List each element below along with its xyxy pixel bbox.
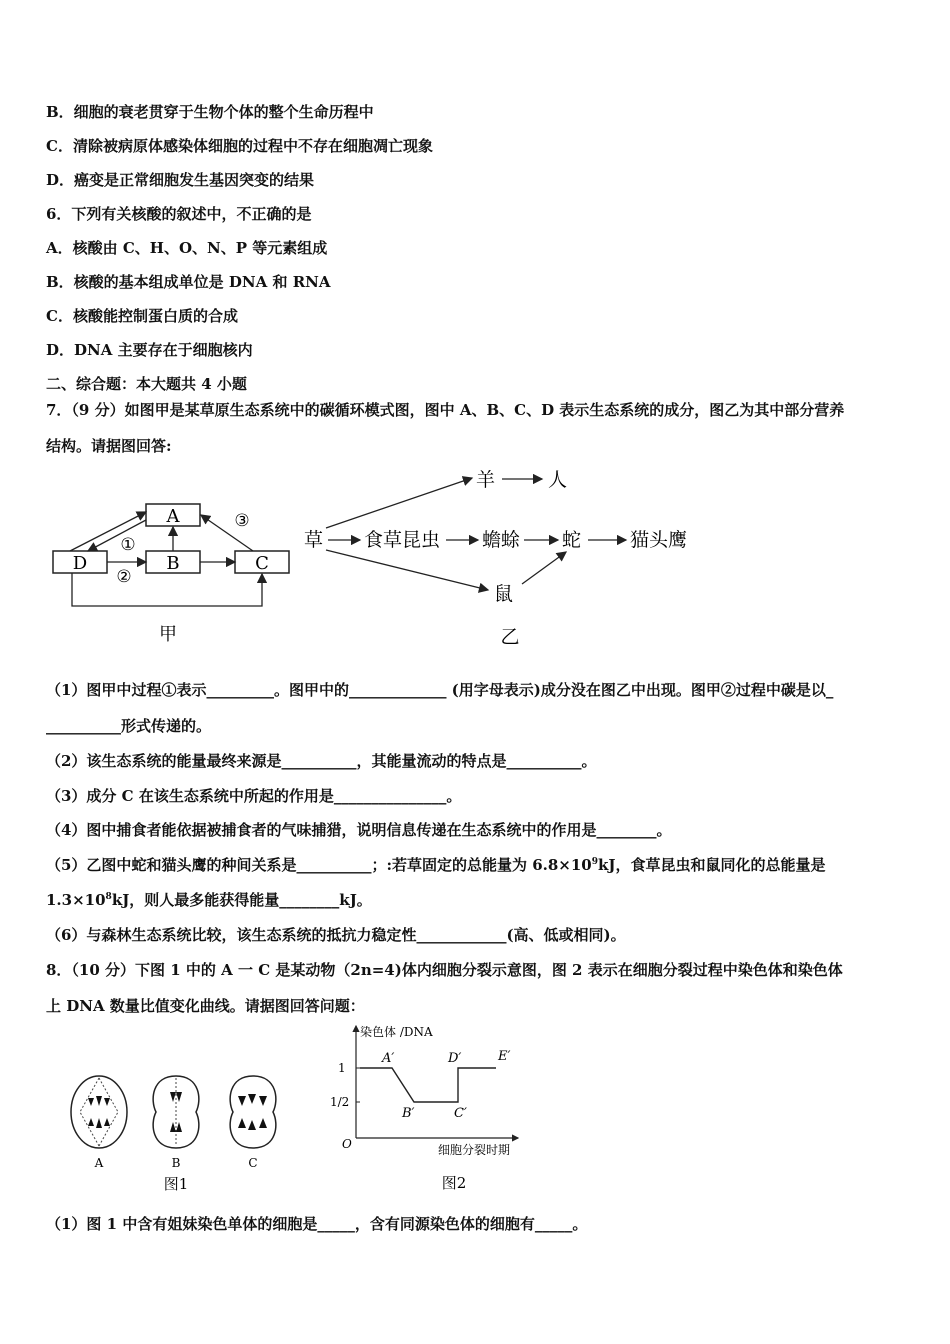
q6-stem: 6．下列有关核酸的叙述中，不正确的是 <box>46 205 312 223</box>
box-d-label: D <box>72 553 88 574</box>
q5-option-d: D．癌变是正常细胞发生基因突变的结果 <box>46 171 315 189</box>
q7-sub1-line1: （1）图甲中过程①表示_________。图甲中的_____________ (用字母表示)成分没在图乙中出现。图甲②过程中碳是以_ <box>46 681 834 699</box>
label-process-3: ③ <box>234 511 250 531</box>
ytick-half: 1/2 <box>330 1095 350 1109</box>
box-c-label: C <box>255 553 269 574</box>
node-toad: 蟾蜍 <box>482 529 521 551</box>
caption-yi: 乙 <box>500 626 520 648</box>
section-2-heading: 二、综合题：本大题共 4 小题 <box>46 375 247 393</box>
node-mouse: 鼠 <box>494 583 514 605</box>
q7-sub5-line1: （5）乙图中蛇和猫头鹰的种间关系是__________；:若草固定的总能量为 $6.8\times 10^9kJ$，食草昆虫和鼠同化的总能量是 <box>46 856 826 874</box>
q7-sub2: （2）该生态系统的能量最终来源是__________，其能量流动的特点是__________。 <box>46 752 597 770</box>
arrow-grass-mouse <box>326 550 488 590</box>
q7-sub4: （4）图中捕食者能依据被捕食者的气味捕猎，说明信息传递在生态系统中的作用是________。 <box>46 821 672 839</box>
arrow-d-to-c <box>72 573 262 606</box>
q8-stem-line1: 8．（10 分）下图 1 中的 A 一 C 是某动物（2n=4)体内细胞分裂示意图，图 2 表示在细胞分裂过程中染色体和染色体 <box>46 961 843 979</box>
figure-food-web <box>300 460 710 655</box>
point-b: B′ <box>402 1106 415 1121</box>
box-a-label: A <box>166 506 180 527</box>
cell-a <box>71 1076 127 1170</box>
q8-stem-line2: 上 DNA 数量比值变化曲线。请据图回答问题： <box>46 997 365 1015</box>
svg-text:C: C <box>248 1156 258 1170</box>
box-b-label: B <box>166 553 180 574</box>
node-insect: 食草昆虫 <box>364 529 441 551</box>
ratio-curve <box>360 1068 496 1102</box>
q7-sub3: （3）成分 C 在该生态系统中所起的作用是_______________。 <box>46 787 462 805</box>
q7-stem-line2: 结构。请据图回答: <box>46 437 172 455</box>
point-c: C′ <box>454 1106 467 1121</box>
cell-c <box>230 1076 276 1170</box>
point-a: A′ <box>382 1051 395 1066</box>
q8-sub1: （1）图 1 中含有姐妹染色单体的细胞是_____，含有同源染色体的细胞有_____。 <box>46 1215 588 1233</box>
caption-jia: 甲 <box>159 624 177 645</box>
origin-label: O <box>342 1137 352 1151</box>
label-process-1: ① <box>120 535 136 555</box>
node-owl: 猫头鹰 <box>630 529 688 551</box>
q6-option-a: A．核酸由 C、H、O、N、P 等元素组成 <box>46 239 328 257</box>
ytick-1: 1 <box>338 1061 346 1075</box>
node-sheep: 羊 <box>476 469 496 491</box>
x-axis-label: 细胞分裂时期 <box>438 1143 511 1157</box>
q5-option-c: C．清除被病原体感染体细胞的过程中不存在细胞凋亡现象 <box>46 137 433 155</box>
node-human: 人 <box>548 469 568 491</box>
svg-text:A: A <box>94 1156 104 1170</box>
node-snake: 蛇 <box>562 529 582 551</box>
caption-fig2: 图2 <box>441 1174 467 1192</box>
label-process-2: ② <box>116 567 132 587</box>
caption-fig1: 图1 <box>163 1175 189 1193</box>
arrow-grass-sheep <box>326 478 472 528</box>
q7-sub5-line2: $1.3\times 10^8kJ$，则人最多能获得能量________kJ。 <box>46 891 372 909</box>
node-grass: 草 <box>304 529 324 551</box>
arrow-a-to-d <box>88 520 146 551</box>
svg-text:B: B <box>171 1156 181 1170</box>
q7-stem-line1: 7．（9 分）如图甲是某草原生态系统中的碳循环模式图，图中 A、B、C、D 表示生态系统的成分，图乙为其中部分营养 <box>46 401 845 419</box>
figure-carbon-cycle <box>48 490 298 650</box>
q6-option-d: D．DNA 主要存在于细胞核内 <box>46 341 253 359</box>
arrow-mouse-snake <box>522 552 566 584</box>
point-d: D′ <box>448 1051 462 1066</box>
figure-cell-division <box>66 1070 296 1195</box>
q5-option-b: B．细胞的衰老贯穿于生物个体的整个生命历程中 <box>46 103 374 121</box>
y-axis-label: 染色体 /DNA <box>360 1025 433 1039</box>
q6-option-c: C．核酸能控制蛋白质的合成 <box>46 307 238 325</box>
q7-sub1-line2: __________形式传递的。 <box>46 717 212 735</box>
point-e: E′ <box>498 1049 511 1064</box>
cell-b <box>153 1076 199 1170</box>
q7-sub6: （6）与森林生态系统比较，该生态系统的抵抗力稳定性____________(高、低或相同)。 <box>46 926 626 944</box>
q6-option-b: B．核酸的基本组成单位是 DNA 和 RNA <box>46 273 331 291</box>
figure-ratio-curve <box>326 1020 526 1195</box>
